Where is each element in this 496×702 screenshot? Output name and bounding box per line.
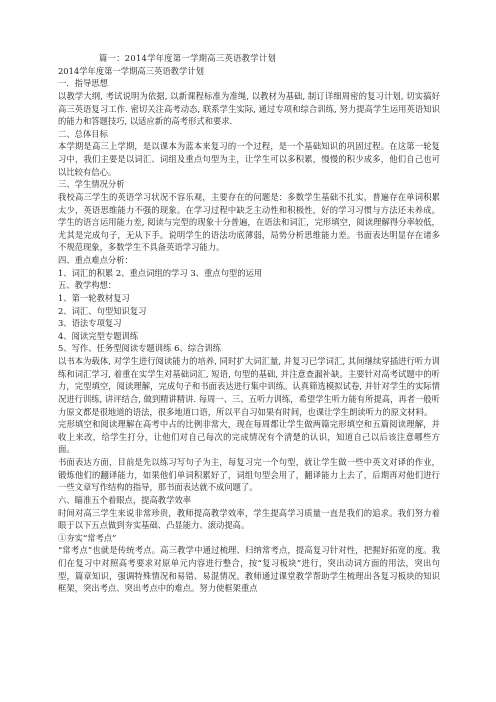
section-heading: 五、教学构想： — [58, 280, 117, 291]
paragraph: “常考点”也就是传统考点。高三教学中通过梳理、归纳常考点，提高复习针对性，把握好拓宽的度。我们在复习中对照高考要求对原单元内容进行整合，按“复习板块”进行，突出动词方面的用法，突出句型，篇章知识，强调特殊情况和易错、易混情况。教师通过课堂教学帮助学生梳理出各复习板块的知识框架，突出考点、突出考点中的难点。努力使框架重点 — [58, 545, 440, 594]
list-item: 2、词汇、句型知识复习 — [58, 305, 147, 316]
paragraph: 本学期是高三上学期，是以课本为蓝本来复习的一个过程，是一个基础知识的巩固过程。在这第一轮复习中，我们主要是以词汇、词组及重点句型为主，让学生可以多积累，慢慢的积少成多，他们自己也可以比较有信心。 — [58, 141, 440, 177]
subheading: ①夯实“常考点” — [58, 532, 117, 543]
paragraph: 2014学年度第一学期高三英语教学计划 — [58, 65, 204, 76]
document-page — [58, 52, 440, 595]
paragraph: 我校高三学生的英语学习状况不容乐观，主要存在的问题是：多数学生基础不扎实，普遍存在单词积累太少，英语思维能力不强的现象。在学习过程中缺乏主动性和积极性，好的学习习惯与方法还未养成。学生的语言运用能力差, 阅读与完型的现象十分普遍，在语法和词汇，完形填空，阅读理解得分率较低，尤其是完成句子，无从下手。说明学生的语法功底薄弱，局势分析思维能力差。书面表达明显存在诸多不规范现象，多数学生不具备英语学习能力。 — [58, 191, 440, 253]
section-heading: 二、总体目标 — [58, 128, 108, 139]
list-item: 1、词汇的积累 2、重点词组的学习 3、重点句型的运用 — [58, 267, 263, 278]
paragraph: 以书本为载体, 对学生进行阅读能力的培养, 同时扩大词汇量, 并复习已学词汇, 其间继续穿插进行听力训练和词汇学习, 着重在实学生对基础词汇, 短语, 句型的基础, 并注意查漏补缺。主要针对高考试题中的听力，完型填空，阅读理解，完成句子和书面表达进行集中训练。认真筛选模拟试卷, 并针对学生的实际情况进行训练, 讲评结合, 做到精讲精讲. 每周一、三、五听力训练，希望学生听力能有所提高，再者一般听力原文都是很地道的语法，很多地道口语，所以平自习如果有时间，也课让学生朗读听力的原文材料。 — [58, 356, 440, 417]
list-item: 5、写作、任务型阅读专题训练 6、综合训练 — [58, 343, 221, 354]
list-item: 4、阅读完型专题训练 — [58, 330, 139, 341]
paragraph: 书面表达方面，目前是先以练习写句子为主，每复习完一个句型，就让学生做一些中英文对译的作业，锻炼他们的翻译能力，如果他们单词积累好了，词组句型会用了，翻译能力上去了，后期再对他们进行一些文章写作结构的指导，那书面表达就不成问题了。 — [58, 457, 440, 493]
paragraph: 以教学大纲, 考试说明为依据, 以新课程标准为准绳, 以教材为基础, 制订详细周密的复习计划, 切实搞好高三英语复习工作. 密切关注高考动态, 联系学生实际, 通过专项和综合训练, 努力提高学生运用英语知识的能力和答题技巧, 以适应新的高考形式和要求. — [58, 90, 440, 127]
list-item: 3、语法专项复习 — [58, 318, 122, 329]
document-title: 篇一：2014学年度第一学期高三英语教学计划 — [99, 53, 277, 63]
section-heading: 六、瞄准五个着眼点，提高教学效率 — [58, 494, 192, 505]
section-heading: 一．指导思想 — [58, 78, 108, 89]
list-item: 1、第一轮教材复习 — [58, 292, 130, 303]
section-heading: 四、重点难点分析： — [58, 255, 133, 265]
section-heading: 三、学生情况分析 — [58, 179, 125, 190]
paragraph: 时间对高三学生来说非常珍贵，教师提高教学效率，学生提高学习质量一直是我们的追求。我们努力着眼于以下五点做到夯实基础、凸显能力、滚动提高。 — [58, 507, 440, 531]
paragraph: 完形填空和阅读理解在高考中占的比例非常大，现在每周都让学生做两篇完形填空和五篇阅读理解，并收上来改，给学生打分，让他们对自己每次的完成情况有个清楚的认识，知道自己以后该注意哪些方面。 — [58, 419, 440, 455]
